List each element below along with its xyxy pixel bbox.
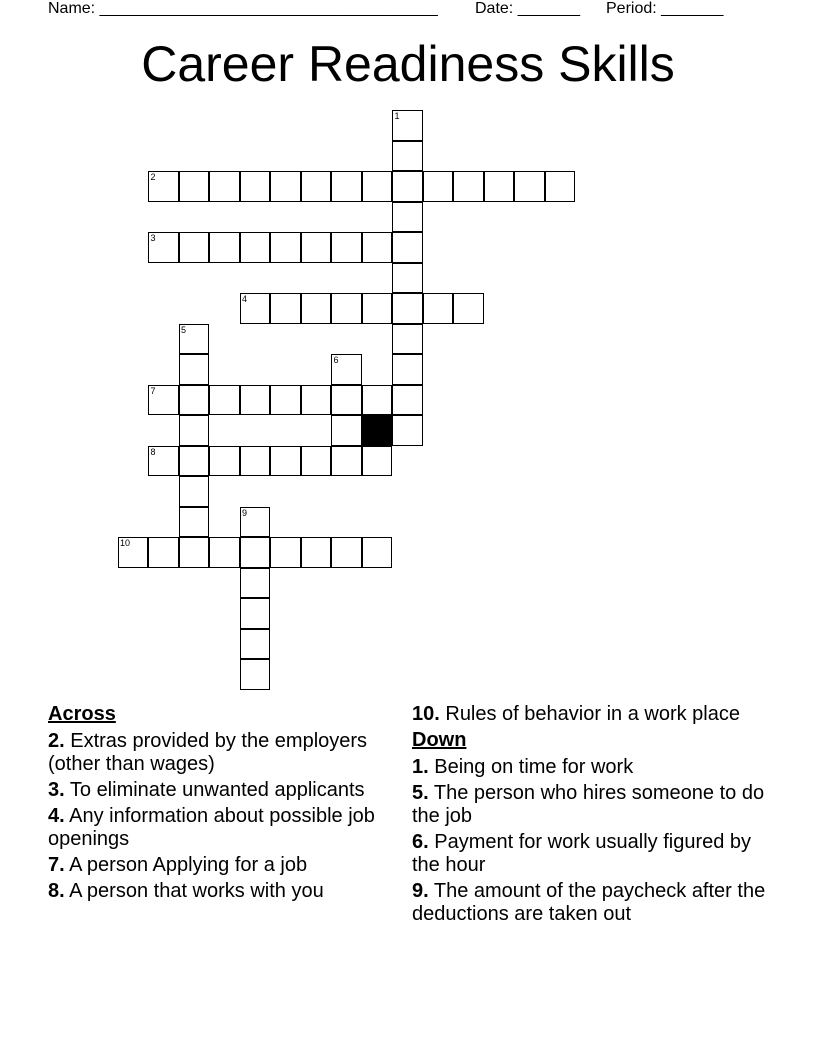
clue-number: 3. bbox=[48, 779, 65, 801]
crossword-cell[interactable] bbox=[209, 446, 240, 477]
crossword-cell[interactable] bbox=[240, 629, 271, 660]
clue-text: Rules of behavior in a work place bbox=[439, 703, 740, 725]
clues-column-right bbox=[412, 703, 772, 929]
crossword-cell[interactable] bbox=[179, 537, 210, 568]
crossword-cell[interactable] bbox=[362, 537, 393, 568]
crossword-cell[interactable] bbox=[240, 232, 271, 263]
crossword-cell[interactable] bbox=[240, 446, 271, 477]
cell-number: 8 bbox=[150, 446, 156, 457]
down-clue bbox=[412, 831, 772, 877]
crossword-cell[interactable] bbox=[392, 354, 423, 385]
crossword-cell[interactable] bbox=[179, 446, 210, 477]
crossword-cell[interactable] bbox=[179, 232, 210, 263]
crossword-cell[interactable] bbox=[179, 476, 210, 507]
crossword-cell[interactable] bbox=[331, 354, 362, 385]
crossword-cell[interactable] bbox=[453, 171, 484, 202]
crossword-cell[interactable] bbox=[240, 171, 271, 202]
crossword-cell[interactable] bbox=[392, 141, 423, 172]
crossword-cell[interactable] bbox=[148, 537, 179, 568]
cell-number: 2 bbox=[150, 172, 156, 182]
clue-text: The amount of the paycheck after the deductions are taken out bbox=[412, 880, 766, 925]
crossword-cell[interactable] bbox=[362, 232, 393, 263]
cell-number: 3 bbox=[150, 233, 156, 243]
crossword-cell[interactable] bbox=[392, 171, 423, 202]
down-clue bbox=[412, 756, 772, 779]
across-clue bbox=[48, 730, 408, 776]
crossword-cell[interactable] bbox=[331, 446, 362, 477]
crossword-cell[interactable] bbox=[453, 293, 484, 324]
clue-text: Extras provided by the employers (other than wages) bbox=[48, 730, 368, 775]
crossword-cell[interactable] bbox=[362, 446, 393, 477]
cell-number: 1 bbox=[394, 111, 400, 121]
crossword-cell[interactable] bbox=[270, 446, 301, 477]
crossword-cell[interactable] bbox=[331, 293, 362, 324]
crossword-cell[interactable] bbox=[148, 171, 179, 202]
name-field-label: Name: ______________________________________ bbox=[48, 0, 438, 17]
crossword-cell[interactable] bbox=[118, 537, 149, 568]
crossword-cell[interactable] bbox=[179, 385, 210, 416]
clue-text: Any information about possible job openings bbox=[48, 805, 375, 850]
cell-number: 9 bbox=[242, 507, 248, 518]
crossword-cell[interactable] bbox=[331, 537, 362, 568]
crossword-cell[interactable] bbox=[179, 171, 210, 202]
crossword-cell[interactable] bbox=[331, 415, 362, 446]
period-field-label: Period: _______ bbox=[606, 0, 724, 17]
crossword-cell[interactable] bbox=[331, 385, 362, 416]
down-clue bbox=[412, 782, 772, 828]
crossword-cell[interactable] bbox=[301, 232, 332, 263]
clue-number: 4. bbox=[48, 805, 65, 827]
clue-text: To eliminate unwanted applicants bbox=[64, 779, 365, 801]
crossword-cell[interactable] bbox=[301, 171, 332, 202]
crossword-cell[interactable] bbox=[148, 232, 179, 263]
crossword-cell[interactable] bbox=[179, 354, 210, 385]
clues-column-left bbox=[48, 703, 408, 906]
crossword-cell[interactable] bbox=[392, 263, 423, 294]
clue-text: Payment for work usually figured by the hour bbox=[412, 831, 752, 876]
crossword-cell[interactable] bbox=[240, 293, 271, 324]
crossword-cell[interactable] bbox=[392, 293, 423, 324]
clue-number: 6. bbox=[412, 831, 429, 853]
crossword-cell[interactable] bbox=[392, 324, 423, 355]
crossword-block bbox=[362, 415, 393, 446]
crossword-cell[interactable] bbox=[392, 232, 423, 263]
across-clue bbox=[412, 703, 772, 726]
clue-text: A person Applying for a job bbox=[64, 854, 308, 876]
crossword-cell[interactable] bbox=[301, 385, 332, 416]
cell-number: 5 bbox=[181, 324, 187, 335]
clue-number: 9. bbox=[412, 880, 429, 902]
crossword-cell[interactable] bbox=[362, 293, 393, 324]
crossword-cell[interactable] bbox=[423, 171, 454, 202]
crossword-cell[interactable] bbox=[301, 537, 332, 568]
crossword-cell[interactable] bbox=[484, 171, 515, 202]
crossword-cell[interactable] bbox=[362, 171, 393, 202]
crossword-cell[interactable] bbox=[270, 232, 301, 263]
page-title: Career Readiness Skills bbox=[141, 36, 675, 92]
cell-number: 7 bbox=[150, 385, 156, 396]
crossword-cell[interactable] bbox=[240, 507, 271, 538]
crossword-cell[interactable] bbox=[209, 171, 240, 202]
crossword-cell[interactable] bbox=[148, 385, 179, 416]
crossword-cell[interactable] bbox=[362, 385, 393, 416]
crossword-cell[interactable] bbox=[270, 171, 301, 202]
across-clue bbox=[48, 854, 408, 877]
clue-number: 8. bbox=[48, 880, 65, 902]
clue-number: 5. bbox=[412, 782, 429, 804]
clue-text: A person that works with you bbox=[64, 880, 324, 902]
crossword-cell[interactable] bbox=[270, 537, 301, 568]
crossword-cell[interactable] bbox=[179, 324, 210, 355]
crossword-cell[interactable] bbox=[270, 385, 301, 416]
crossword-cell[interactable] bbox=[179, 415, 210, 446]
crossword-cell[interactable] bbox=[392, 385, 423, 416]
clue-text: Being on time for work bbox=[428, 756, 634, 778]
crossword-cell[interactable] bbox=[423, 293, 454, 324]
across-clue bbox=[48, 880, 408, 903]
crossword-cell[interactable] bbox=[240, 537, 271, 568]
crossword-cell[interactable] bbox=[392, 110, 423, 141]
crossword-cell[interactable] bbox=[331, 171, 362, 202]
clue-text: The person who hires someone to do the job bbox=[412, 782, 765, 827]
crossword-cell[interactable] bbox=[545, 171, 576, 202]
cell-number: 6 bbox=[333, 355, 339, 365]
cell-number: 4 bbox=[242, 294, 248, 304]
across-clue bbox=[48, 779, 408, 802]
crossword-cell[interactable] bbox=[270, 293, 301, 324]
crossword-cell[interactable] bbox=[514, 171, 545, 202]
clue-number: 2. bbox=[48, 730, 65, 752]
crossword-cell[interactable] bbox=[392, 415, 423, 446]
crossword-cell[interactable] bbox=[301, 293, 332, 324]
crossword-cell[interactable] bbox=[240, 385, 271, 416]
across-heading: Across bbox=[48, 703, 116, 725]
crossword-cell[interactable] bbox=[331, 232, 362, 263]
clue-number: 1. bbox=[412, 756, 429, 778]
crossword-cell[interactable] bbox=[240, 598, 271, 629]
crossword-cell[interactable] bbox=[240, 568, 271, 599]
across-clue bbox=[48, 805, 408, 851]
crossword-cell[interactable] bbox=[209, 537, 240, 568]
date-field-label: Date: _______ bbox=[475, 0, 580, 17]
crossword-cell[interactable] bbox=[392, 202, 423, 233]
crossword-cell[interactable] bbox=[148, 446, 179, 477]
down-clue bbox=[412, 880, 772, 926]
crossword-cell[interactable] bbox=[209, 385, 240, 416]
crossword-cell[interactable] bbox=[301, 446, 332, 477]
crossword-cell[interactable] bbox=[240, 659, 271, 690]
cell-number: 10 bbox=[120, 538, 131, 548]
crossword-cell[interactable] bbox=[209, 232, 240, 263]
clue-number: 7. bbox=[48, 854, 65, 876]
crossword-cell[interactable] bbox=[179, 507, 210, 538]
down-heading: Down bbox=[412, 729, 467, 751]
clue-number: 10. bbox=[412, 703, 440, 725]
